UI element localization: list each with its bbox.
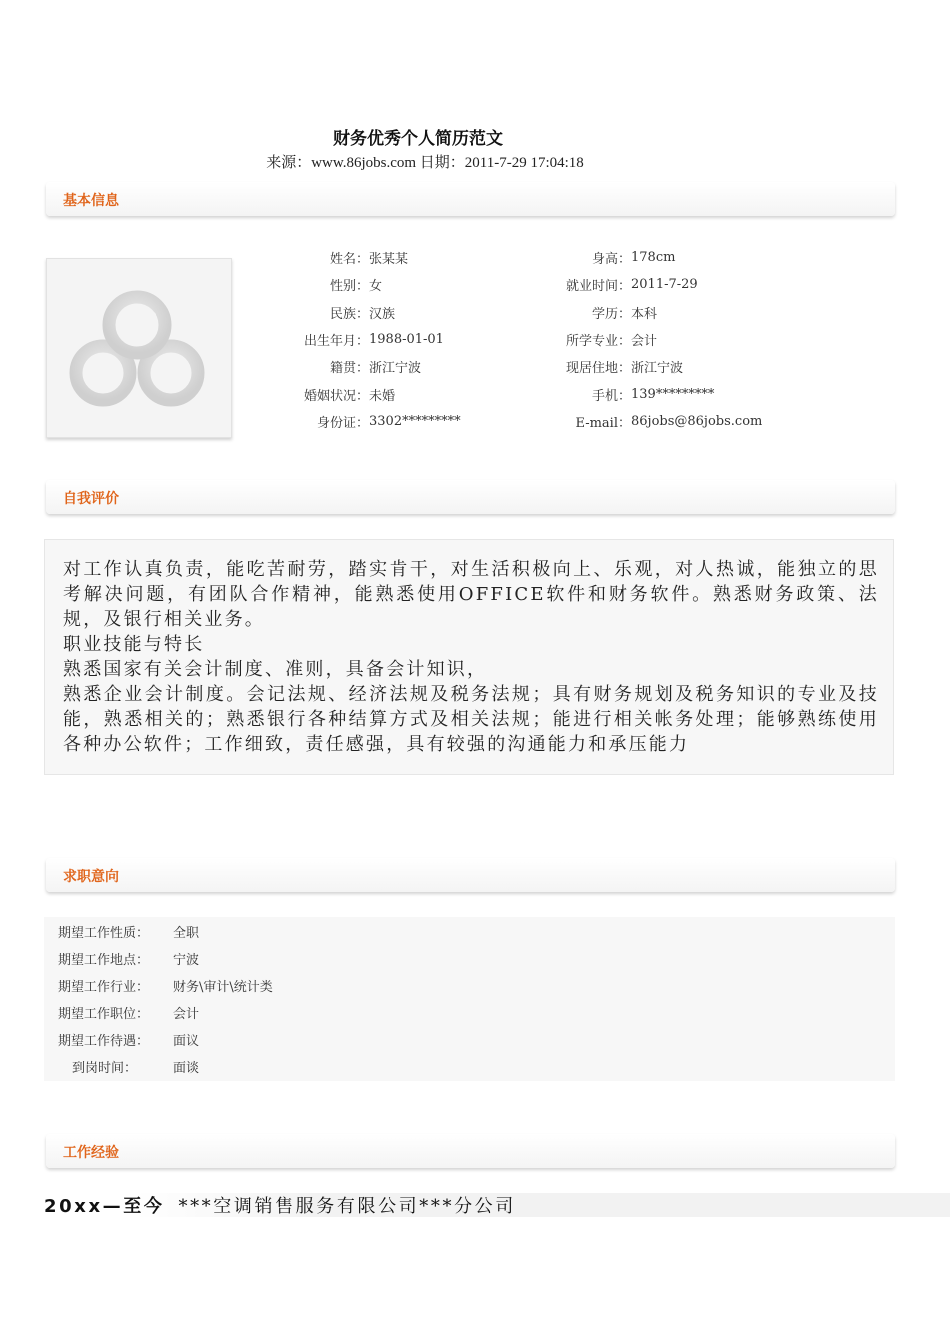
info-value: 本科: [631, 306, 658, 322]
info-row-ethnicity: [288, 299, 461, 326]
info-label: 婚姻状况：: [303, 388, 369, 404]
info-row-mobile: [540, 380, 762, 407]
job-intention-box: [44, 917, 895, 1081]
info-value: 86jobs@86jobs.com: [631, 413, 763, 429]
self-evaluation-text: [63, 557, 879, 757]
intent-row-location: [58, 945, 199, 972]
info-value: 汉族: [369, 306, 396, 322]
info-value: 3302*********: [369, 413, 461, 429]
info-value: 会计: [631, 334, 658, 350]
intent-label: 期望工作待遇：: [58, 1034, 150, 1049]
info-label: 学历：: [591, 306, 631, 322]
section-title: 自我评价: [63, 491, 119, 507]
info-row-education: [540, 299, 762, 326]
work-period: 20xx—至今: [44, 1196, 165, 1217]
info-label: 现居住地：: [565, 361, 631, 377]
section-header-basic-info: [46, 182, 895, 216]
eval-paragraph: 职业技能与特长: [63, 634, 205, 655]
info-row-employment-date: [540, 271, 762, 298]
intent-row-position: [58, 999, 199, 1026]
info-label: 手机：: [591, 388, 631, 404]
info-row-name: [288, 244, 461, 271]
intent-value: 会计: [173, 1007, 200, 1022]
info-row-major: [540, 326, 762, 353]
info-row-native-place: [288, 353, 461, 380]
info-row-height: [540, 244, 762, 271]
info-value: 139*********: [631, 386, 715, 402]
info-value: 178cm: [631, 250, 676, 266]
intent-label: 期望工作职位：: [58, 1007, 150, 1022]
info-value: 未婚: [369, 388, 396, 404]
info-label: 身高：: [591, 252, 631, 268]
info-row-birthdate: [288, 326, 461, 353]
info-value: 张某某: [369, 252, 409, 268]
info-label: 姓名：: [329, 252, 369, 268]
info-value: 女: [369, 279, 383, 295]
intent-row-start-date: [72, 1053, 199, 1080]
intent-value: 面谈: [173, 1061, 200, 1076]
info-row-id-card: [288, 408, 461, 435]
info-label: 就业时间：: [565, 279, 631, 295]
info-value: 浙江宁波: [369, 361, 422, 377]
info-value: 2011-7-29: [631, 277, 698, 293]
work-experience-entry: [44, 1193, 950, 1217]
placeholder-logo-icon: [47, 259, 231, 437]
info-label: 性别：: [329, 279, 369, 295]
profile-photo-placeholder: [46, 258, 232, 438]
info-label: E-mail：: [575, 415, 631, 431]
basic-info-right-column: [540, 244, 762, 435]
eval-paragraph: 对工作认真负责，能吃苦耐劳，踏实肯干，对生活积极向上、乐观，对人热诚，能独立的思考解决问题，有团队合作精神，能熟悉使用OFFICE软件和财务软件。熟悉财务政策、法规，及银行相关业务。: [63, 559, 879, 630]
section-header-job-intention: [46, 858, 895, 892]
section-title: 求职意向: [63, 869, 119, 885]
eval-paragraph: 熟悉企业会计制度。会记法规、经济法规及税务法规；具有财务规划及税务知识的专业及技能，熟悉相关的；熟悉银行各种结算方式及相关法规；能进行相关帐务处理；能够熟练使用各种办公软件；工作细致，责任感强，具有较强的沟通能力和承压能力: [63, 684, 879, 755]
info-label: 民族：: [329, 306, 369, 322]
info-value: 1988-01-01: [369, 332, 444, 348]
section-header-self-evaluation: [46, 480, 895, 514]
intent-value: 财务\审计\统计类: [173, 980, 273, 995]
source-line: 来源：www.86jobs.com 日期：2011-7-29 17:04:18: [266, 155, 584, 171]
basic-info-left-column: [288, 244, 461, 435]
intent-value: 全职: [173, 926, 200, 941]
self-evaluation-box: [44, 539, 894, 775]
section-title: 基本信息: [63, 193, 119, 209]
intent-row-work-type: [58, 918, 199, 945]
info-row-residence: [540, 353, 762, 380]
section-title: 工作经验: [63, 1145, 119, 1161]
document-title: 财务优秀个人简历范文: [333, 129, 503, 149]
info-label: 身份证：: [316, 415, 369, 431]
intent-label: 期望工作行业：: [58, 980, 150, 995]
info-label: 籍贯：: [329, 361, 369, 377]
intent-label: 到岗时间：: [72, 1061, 138, 1076]
eval-paragraph: 熟悉国家有关会计制度、准则，具备会计知识，: [63, 659, 488, 680]
intent-value: 宁波: [173, 953, 200, 968]
info-value: 浙江宁波: [631, 361, 684, 377]
info-label: 出生年月：: [303, 334, 369, 350]
info-row-marital-status: [288, 380, 461, 407]
intent-value: 面议: [173, 1034, 200, 1049]
info-row-gender: [288, 271, 461, 298]
intent-row-industry: [58, 972, 273, 999]
intent-row-salary: [58, 1026, 199, 1053]
work-company: ***空调销售服务有限公司***分公司: [178, 1196, 516, 1217]
info-label: 所学专业：: [565, 334, 631, 350]
section-header-work-experience: [46, 1134, 895, 1168]
intent-label: 期望工作地点：: [58, 953, 150, 968]
intent-label: 期望工作性质：: [58, 926, 150, 941]
info-row-email: [540, 408, 762, 435]
